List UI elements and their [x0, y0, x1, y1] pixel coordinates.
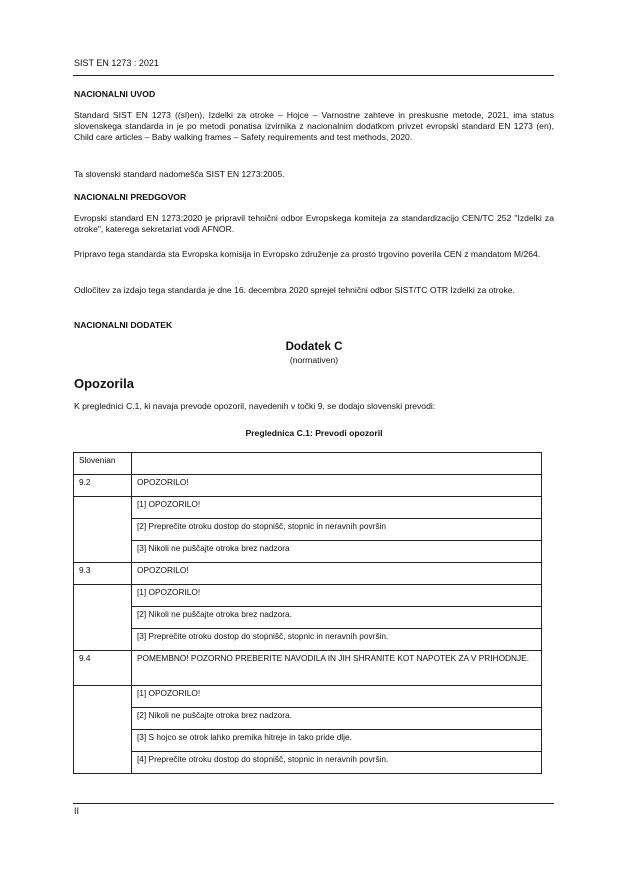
warning-item: [3] S hojco se otrok lahko premika hitreje in tako pride dlje. — [132, 730, 542, 752]
table-row-item — [74, 519, 542, 541]
warning-item: [2] Nikoli ne puščajte otroka brez nadzora. — [132, 708, 542, 730]
footer-rule — [73, 803, 554, 804]
table-row-item — [74, 607, 542, 629]
table-row-item — [74, 629, 542, 651]
clause-warning: OPOZORILO! — [132, 563, 542, 585]
paragraph-predgovor-2: Pripravo tega standarda sta Evropska komisija in Evropsko združenje za prosto trgovino poverila CEN z mandatom M/264. — [74, 249, 541, 259]
table-row-clause — [74, 563, 542, 585]
empty-cell — [74, 686, 132, 774]
table-row-item — [74, 686, 542, 708]
heading-nacionalni-uvod: NACIONALNI UVOD — [74, 89, 156, 99]
empty-cell — [74, 585, 132, 651]
table-row-clause — [74, 475, 542, 497]
warning-item: [3] Nikoli ne puščajte otroka brez nadzora — [132, 541, 542, 563]
heading-nacionalni-dodatek: NACIONALNI DODATEK — [74, 320, 173, 330]
clause-warning: POMEMBNO! POZORNO PREBERITE NAVODILA IN JIH SHRANITE KOT NAPOTEK ZA V PRIHODNJE. — [132, 651, 542, 686]
table-row-item — [74, 752, 542, 774]
clause-number: 9.2 — [74, 475, 132, 497]
header-cell-language: Slovenian — [74, 453, 132, 475]
table-header-row — [74, 453, 542, 475]
warning-item: [1] OPOZORILO! — [132, 497, 542, 519]
annex-subtitle: (normativen) — [289, 355, 339, 365]
table-row-item — [74, 708, 542, 730]
warnings-table — [73, 452, 542, 774]
header-rule — [73, 75, 554, 76]
paragraph-predgovor-3: Odločitev za izdajo tega standarda je dne 16. decembra 2020 sprejel tehnični odbor SIST/TC OTR Izdelki za otroke. — [74, 285, 515, 295]
clause-warning: OPOZORILO! — [132, 475, 542, 497]
annex-title: Dodatek C — [285, 341, 343, 353]
table-row-item — [74, 497, 542, 519]
warning-item: [1] OPOZORILO! — [132, 686, 542, 708]
table-row-clause — [74, 651, 542, 686]
empty-cell — [74, 497, 132, 563]
paragraph-uvod-2: Ta slovenski standard nadomešča SIST EN 1273:2005. — [74, 169, 285, 179]
clause-number: 9.4 — [74, 651, 132, 686]
warning-item: [2] Nikoli ne puščajte otroka brez nadzora. — [132, 607, 542, 629]
page-number: II — [74, 806, 80, 816]
warning-item: [4] Preprečite otroku dostop do stopnišč, stopnic in neravnih površin. — [132, 752, 542, 774]
warning-item: [3] Preprečite otroku dostop do stopnišč, stopnic in neravnih površin. — [132, 629, 542, 651]
heading-nacionalni-predgovor: NACIONALNI PREDGOVOR — [74, 192, 187, 202]
section-title-opozorila: Opozorila — [74, 376, 134, 391]
clause-number: 9.3 — [74, 563, 132, 585]
paragraph-uvod-1: Standard SIST EN 1273 ((sl)en), Izdelki za otroke – Hojce – Varnostne zahteve in preskusne metode, 2021, ima status slovenskega standarda in je po metodi ponatisa izvirnika z nacionalnim dodatkom privzet evropski standard EN 1273 (en), Child care articles – Baby walking frames – Safety requirements and test methods, 2020. — [74, 110, 554, 142]
table-row-item — [74, 730, 542, 752]
warning-item: [1] OPOZORILO! — [132, 585, 542, 607]
table-row-item — [74, 541, 542, 563]
paragraph-opozorila-intro: K preglednici C.1, ki navaja prevode opozoril, navedenih v točki 9, se dodajo slovenski prevodi: — [74, 401, 436, 411]
table-caption: Preglednica C.1: Prevodi opozoril — [245, 428, 383, 438]
header-cell-empty — [132, 453, 542, 475]
document-id-header: SIST EN 1273 : 2021 — [74, 58, 159, 68]
paragraph-predgovor-1: Evropski standard EN 1273:2020 je pripravil tehnični odbor Evropskega komiteja za standardizacijo CEN/TC 252 "Izdelki za otroke", katerega sekretariat vodi AFNOR. — [74, 213, 554, 234]
warning-item: [2] Preprečite otroku dostop do stopnišč, stopnic in neravnih površin — [132, 519, 542, 541]
table-row-item — [74, 585, 542, 607]
